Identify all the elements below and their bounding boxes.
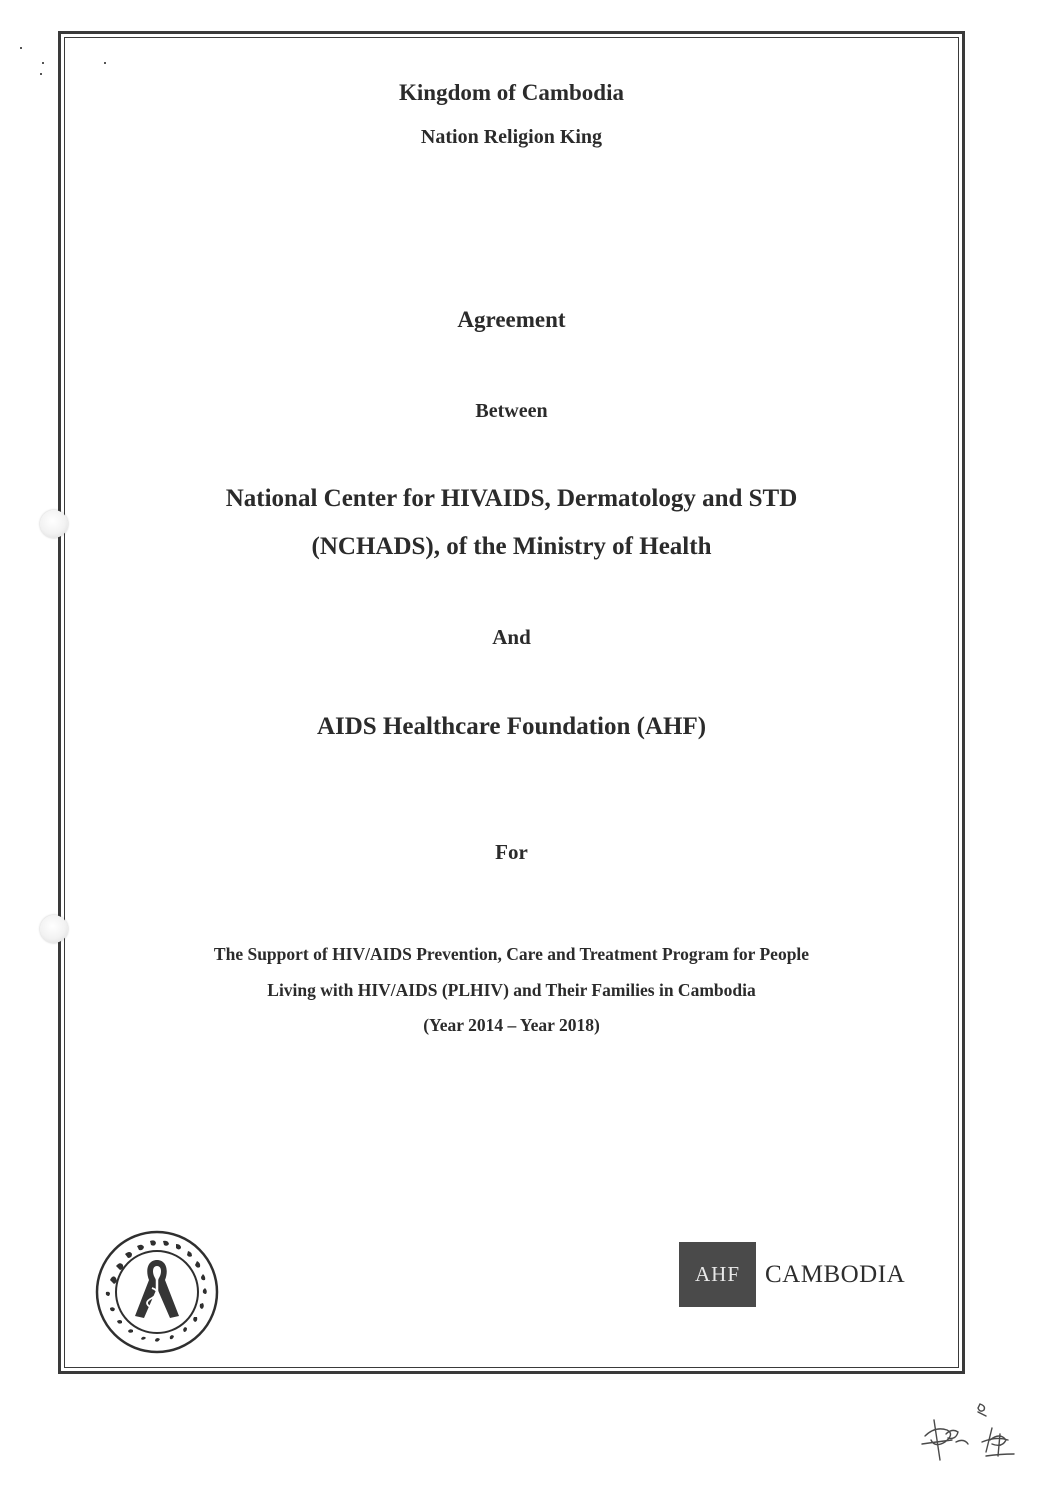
handwritten-initials-icon [920, 1398, 1025, 1468]
document-title: Agreement [457, 307, 566, 332]
scan-speck [104, 62, 106, 64]
punch-hole-lower [40, 915, 68, 943]
scan-speck [20, 47, 22, 49]
ahf-logo-wordmark: CAMBODIA [765, 1260, 906, 1288]
scan-speck [40, 73, 42, 75]
for-label: For [495, 840, 528, 864]
motto-line: Nation Religion King [420, 126, 603, 148]
between-label: Between [475, 400, 548, 422]
page-border-inner [64, 37, 959, 1368]
ahf-logo-box: AHF [679, 1242, 756, 1307]
purpose-line3: (Year 2014 – Year 2018) [423, 1015, 600, 1035]
ahf-cambodia-logo [679, 1242, 905, 1307]
purpose-line2: Living with HIV/AIDS (PLHIV) and Their Families in Cambodia [267, 980, 756, 1000]
nchads-seal-icon [92, 1228, 222, 1356]
party-one-line1: National Center for HIVAIDS, Dermatology and STD [225, 485, 798, 512]
country-heading: Kingdom of Cambodia [399, 80, 624, 105]
and-label: And [492, 625, 531, 649]
scan-speck [42, 62, 44, 64]
purpose-line1: The Support of HIV/AIDS Prevention, Care and Treatment Program for People [213, 944, 810, 964]
party-two: AIDS Healthcare Foundation (AHF) [316, 713, 707, 740]
party-one-line2: (NCHADS), of the Ministry of Health [311, 533, 712, 560]
